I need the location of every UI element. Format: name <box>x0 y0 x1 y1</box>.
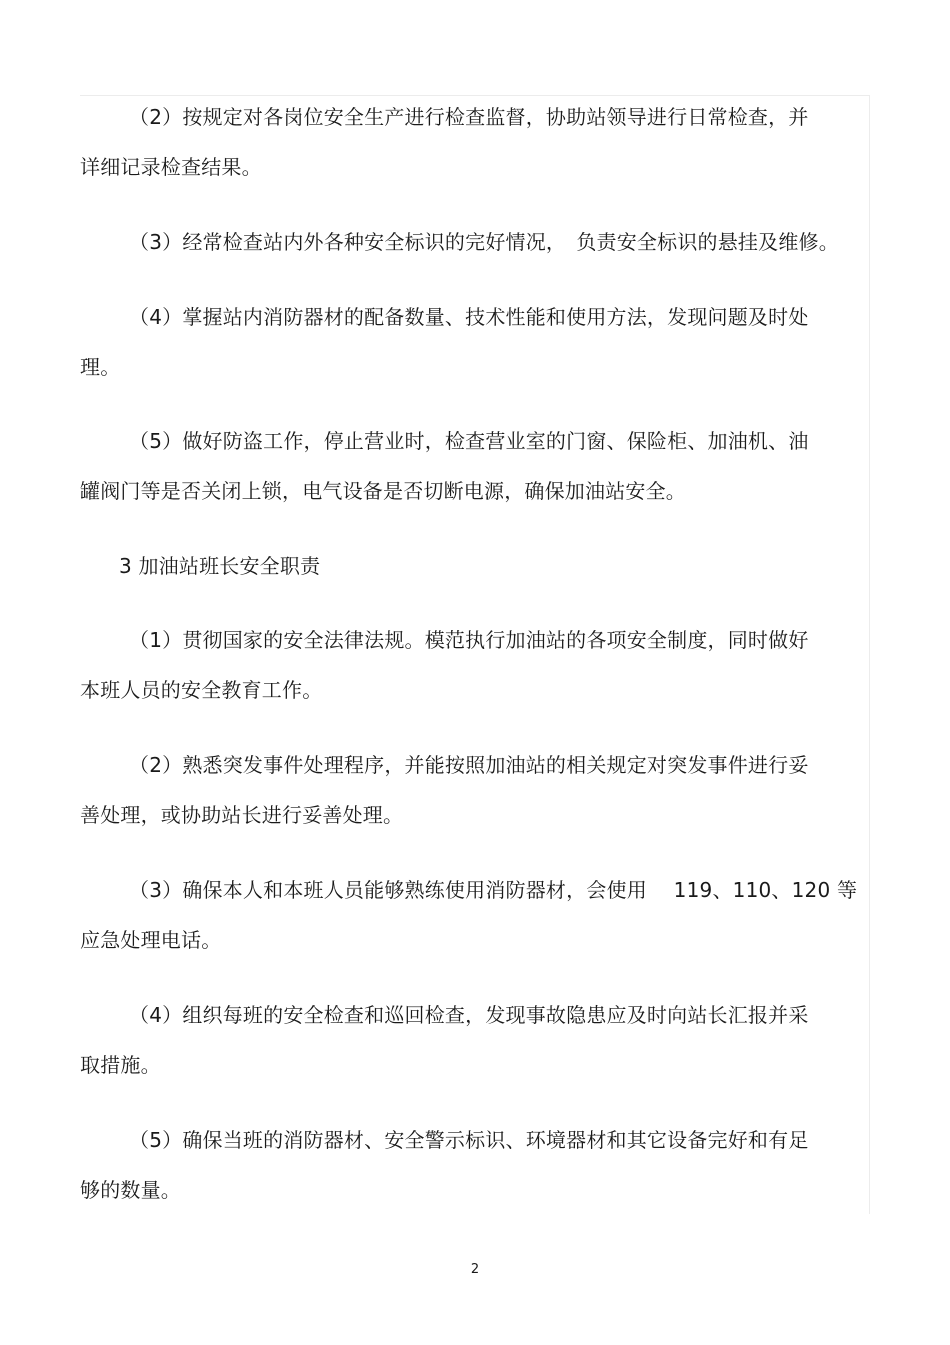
leader-paragraph-5-line-2: 够的数量。 <box>80 1178 181 1202</box>
paragraph-2-line-2: 详细记录检查结果。 <box>80 155 262 179</box>
paragraph-5-line-2: 罐阀门等是否关闭上锁，电气设备是否切断电源，确保加油站安全。 <box>80 479 686 503</box>
leader-paragraph-4-line-2: 取措施。 <box>80 1053 161 1077</box>
page-frame <box>80 95 870 1214</box>
leader-paragraph-3-line-2: 应急处理电话。 <box>80 928 222 952</box>
paragraph-4-line-2: 理。 <box>80 355 121 379</box>
paragraph-2-line-1: （2）按规定对各岗位安全生产进行检查监督，协助站领导进行日常检查，并 <box>129 105 809 129</box>
leader-paragraph-4-line-1: （4）组织每班的安全检查和巡回检查，发现事故隐患应及时向站长汇报并采 <box>129 1003 809 1027</box>
leader-paragraph-2-line-1: （2）熟悉突发事件处理程序，并能按照加油站的相关规定对突发事件进行妥 <box>129 753 809 777</box>
section-heading: 3 加油站班长安全职责 <box>119 554 321 578</box>
leader-paragraph-1-line-2: 本班人员的安全教育工作。 <box>80 678 323 702</box>
page-number: 2 <box>470 1262 480 1277</box>
leader-paragraph-2-line-2: 善处理，或协助站长进行妥善处理。 <box>80 803 404 827</box>
paragraph-3-line-1: （3）经常检查站内外各种安全标识的完好情况， 负责安全标识的悬挂及维修。 <box>129 230 839 254</box>
leader-paragraph-1-line-1: （1）贯彻国家的安全法律法规。模范执行加油站的各项安全制度，同时做好 <box>129 628 809 652</box>
paragraph-4-line-1: （4）掌握站内消防器材的配备数量、技术性能和使用方法，发现问题及时处 <box>129 305 809 329</box>
leader-paragraph-5-line-1: （5）确保当班的消防器材、安全警示标识、环境器材和其它设备完好和有足 <box>129 1128 809 1152</box>
paragraph-5-line-1: （5）做好防盗工作，停止营业时，检查营业室的门窗、保险柜、加油机、油 <box>129 429 809 453</box>
leader-paragraph-3-line-1: （3）确保本人和本班人员能够熟练使用消防器材，会使用 119、110、120 等 <box>129 878 858 902</box>
